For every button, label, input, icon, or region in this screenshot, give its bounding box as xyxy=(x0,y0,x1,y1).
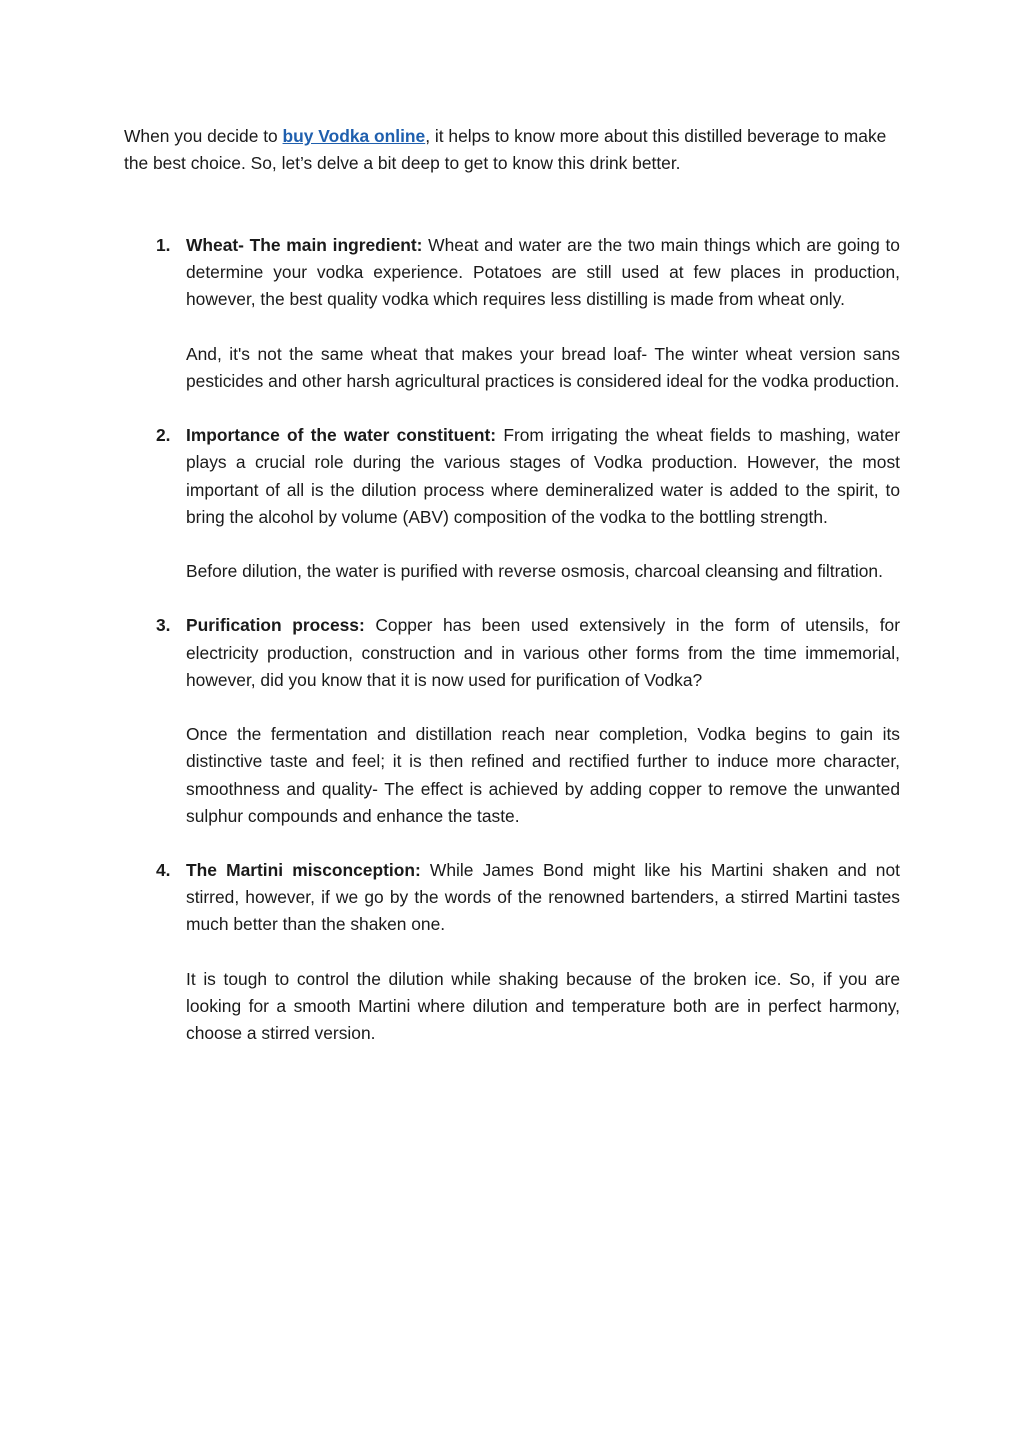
list-item-text: Wheat and water are the two main things which are going to determine your vodka experience. Potatoes are still used at few places in production, however, the best quality vodka which requires less distilling is made from wheat only. xyxy=(186,235,900,310)
intro-text-before-link: When you decide to xyxy=(124,126,283,146)
list-item-extra-paragraph: It is tough to control the dilution while shaking because of the broken ice. So, if you are looking for a smooth Martini where dilution and temperature both are in perfect harmony, choose a stirred version. xyxy=(186,968,900,1044)
list-item-paragraph xyxy=(186,612,900,694)
list-item-text: Copper has been used extensively in the form of utensils, for electricity production, construction and in various other forms from the time immemorial, however, did you know that it is now used for purification of Vodka? xyxy=(186,615,900,690)
list-item-extra-paragraph: And, it's not the same wheat that makes your bread loaf- The winter wheat version sans pesticides and other harsh agricultural practices is considered ideal for the vodka production. xyxy=(186,343,900,391)
list-item xyxy=(124,612,900,830)
list-item-number: 3. xyxy=(156,615,171,636)
intro-text-after-link: , it helps to know more about this distilled beverage to make the best choice. So, let’s delve a bit deep to get to know this drink better. xyxy=(124,126,887,174)
list-item-text: While James Bond might like his Martini shaken and not stirred, however, if we go by the words of the renowned bartenders, a stirred Martini tastes much better than the shaken one. xyxy=(186,860,900,935)
list-item-extra-paragraph: Before dilution, the water is purified with reverse osmosis, charcoal cleansing and filtration. xyxy=(186,561,883,582)
list-item-number: 4. xyxy=(156,860,171,881)
numbered-list xyxy=(124,232,900,1074)
list-item xyxy=(124,422,900,585)
list-item-number: 2. xyxy=(156,425,171,446)
list-item-extra-paragraph: Once the fermentation and distillation reach near completion, Vodka begins to gain its distinctive taste and feel; it is then refined and rectified further to induce more character, smoothness and quality- The effect is achieved by adding copper to remove the unwanted sulphur compounds and enhance the taste. xyxy=(186,724,900,826)
intro-paragraph xyxy=(124,123,900,178)
buy-vodka-online-link[interactable]: buy Vodka online xyxy=(282,126,426,146)
list-item xyxy=(124,857,900,1047)
list-item-heading: Wheat- The main ingredient: xyxy=(186,235,423,255)
list-item-paragraph xyxy=(186,422,900,531)
list-item-heading: Importance of the water constituent: xyxy=(186,425,497,446)
list-item-heading: Purification process: xyxy=(186,615,365,636)
list-item-number: 1. xyxy=(156,235,171,255)
list-item xyxy=(124,232,900,395)
list-item-paragraph xyxy=(186,857,900,939)
list-item-heading: The Martini misconception: xyxy=(186,860,421,881)
list-item-paragraph xyxy=(186,232,900,314)
list-item-text: From irrigating the wheat fields to mashing, water plays a crucial role during the various stages of Vodka production. However, the most important of all is the dilution process where demineralized water is added to the spirit, to bring the alcohol by volume (ABV) composition of the vodka to the bottling strength. xyxy=(186,425,900,527)
